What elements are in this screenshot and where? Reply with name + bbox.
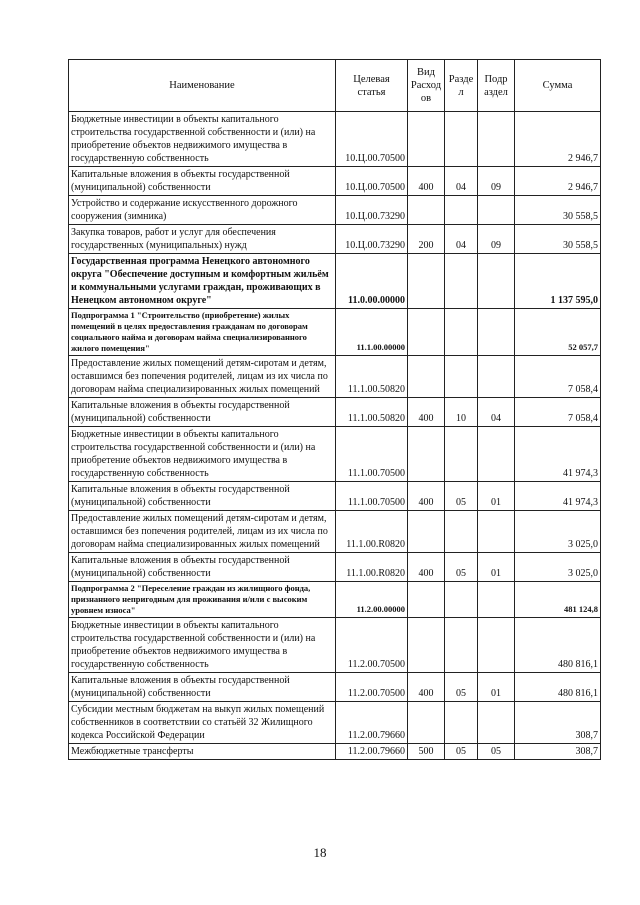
cell-target-code: 11.2.00.70500 (336, 673, 408, 702)
cell-sum: 52 057,7 (515, 309, 601, 356)
header-name: Наименование (69, 60, 336, 112)
cell-section: 04 (445, 167, 478, 196)
cell-subsection (478, 702, 515, 744)
cell-sum: 7 058,4 (515, 356, 601, 398)
cell-subsection (478, 356, 515, 398)
cell-subsection (478, 196, 515, 225)
table-row (69, 427, 601, 482)
cell-subsection: 04 (478, 398, 515, 427)
cell-sum: 3 025,0 (515, 553, 601, 582)
cell-name: Капитальные вложения в объекты государственной (муниципальной) собственности (69, 398, 336, 427)
cell-target-code: 11.2.00.79660 (336, 702, 408, 744)
header-sum: Сумма (515, 60, 601, 112)
cell-target-code: 11.2.00.79660 (336, 744, 408, 760)
cell-subsection (478, 582, 515, 618)
cell-name: Государственная программа Ненецкого автономного округа "Обеспечение доступным и комфортным жильём и коммунальными услугами граждан, проживающих в Ненецком автономном округе" (69, 254, 336, 309)
cell-expense-type: 400 (408, 482, 445, 511)
budget-table (68, 59, 601, 760)
header-code: Целевая статья (336, 60, 408, 112)
cell-target-code: 11.2.00.70500 (336, 618, 408, 673)
cell-expense-type: 400 (408, 553, 445, 582)
cell-subsection: 09 (478, 167, 515, 196)
table-row (69, 112, 601, 167)
cell-expense-type (408, 356, 445, 398)
cell-section (445, 702, 478, 744)
cell-section: 05 (445, 482, 478, 511)
cell-name: Межбюджетные трансферты (69, 744, 336, 760)
table-row (69, 356, 601, 398)
cell-section (445, 582, 478, 618)
cell-subsection: 09 (478, 225, 515, 254)
cell-sum: 2 946,7 (515, 167, 601, 196)
cell-sum: 30 558,5 (515, 225, 601, 254)
cell-section (445, 511, 478, 553)
cell-subsection (478, 427, 515, 482)
cell-name: Устройство и содержание искусственного дорожного сооружения (зимника) (69, 196, 336, 225)
cell-sum: 7 058,4 (515, 398, 601, 427)
cell-expense-type (408, 196, 445, 225)
cell-target-code: 11.1.00.50820 (336, 398, 408, 427)
cell-subsection (478, 254, 515, 309)
cell-section (445, 254, 478, 309)
table-row (69, 482, 601, 511)
cell-subsection (478, 618, 515, 673)
cell-subsection: 01 (478, 553, 515, 582)
cell-sum: 481 124,8 (515, 582, 601, 618)
cell-subsection: 01 (478, 673, 515, 702)
cell-sum: 308,7 (515, 744, 601, 760)
cell-subsection: 05 (478, 744, 515, 760)
cell-expense-type (408, 309, 445, 356)
cell-subsection (478, 112, 515, 167)
cell-expense-type: 200 (408, 225, 445, 254)
cell-section: 05 (445, 744, 478, 760)
cell-expense-type: 400 (408, 398, 445, 427)
cell-sum: 480 816,1 (515, 618, 601, 673)
cell-target-code: 11.1.00.70500 (336, 482, 408, 511)
cell-target-code: 10.Ц.00.70500 (336, 112, 408, 167)
cell-section (445, 356, 478, 398)
cell-section: 10 (445, 398, 478, 427)
table-row (69, 398, 601, 427)
cell-section (445, 618, 478, 673)
cell-expense-type (408, 511, 445, 553)
table-row (69, 167, 601, 196)
cell-expense-type: 500 (408, 744, 445, 760)
cell-subsection (478, 511, 515, 553)
cell-expense-type: 400 (408, 673, 445, 702)
cell-section: 05 (445, 553, 478, 582)
cell-target-code: 11.0.00.00000 (336, 254, 408, 309)
table-row (69, 618, 601, 673)
cell-name: Капитальные вложения в объекты государственной (муниципальной) собственности (69, 673, 336, 702)
cell-target-code: 10.Ц.00.70500 (336, 167, 408, 196)
table-body (69, 112, 601, 760)
cell-name: Капитальные вложения в объекты государственной (муниципальной) собственности (69, 167, 336, 196)
cell-name: Капитальные вложения в объекты государственной (муниципальной) собственности (69, 553, 336, 582)
header-razdel: Разде л (445, 60, 478, 112)
cell-name: Предоставление жилых помещений детям-сиротам и детям, оставшимся без попечения родителей, лицам из их числа по договорам найма специализированных жилых помещений (69, 356, 336, 398)
cell-name: Бюджетные инвестиции в объекты капитального строительства государственной собственности и (или) на приобретение объектов недвижимого имущества в государственную собственность (69, 112, 336, 167)
cell-target-code: 10.Ц.00.73290 (336, 196, 408, 225)
cell-target-code: 10.Ц.00.73290 (336, 225, 408, 254)
table-row (69, 309, 601, 356)
cell-sum: 2 946,7 (515, 112, 601, 167)
cell-section (445, 309, 478, 356)
cell-section (445, 112, 478, 167)
cell-expense-type (408, 582, 445, 618)
cell-expense-type (408, 112, 445, 167)
table-row (69, 582, 601, 618)
cell-sum: 41 974,3 (515, 427, 601, 482)
cell-expense-type (408, 702, 445, 744)
cell-sum: 480 816,1 (515, 673, 601, 702)
cell-name: Закупка товаров, работ и услуг для обеспечения государственных (муниципальных) нужд (69, 225, 336, 254)
cell-expense-type (408, 427, 445, 482)
cell-subsection: 01 (478, 482, 515, 511)
header-vid: Вид Расход ов (408, 60, 445, 112)
table-row (69, 702, 601, 744)
cell-name: Бюджетные инвестиции в объекты капитального строительства государственной собственности и (или) на приобретение объектов недвижимого имущества в государственную собственность (69, 618, 336, 673)
cell-target-code: 11.1.00.00000 (336, 309, 408, 356)
cell-sum: 30 558,5 (515, 196, 601, 225)
cell-sum: 308,7 (515, 702, 601, 744)
cell-section (445, 427, 478, 482)
cell-sum: 41 974,3 (515, 482, 601, 511)
cell-target-code: 11.1.00.70500 (336, 427, 408, 482)
cell-name: Подпрограмма 2 "Переселение граждан из жилищного фонда, признанного непригодным для проживания и/или с высоким уровнем износа" (69, 582, 336, 618)
cell-name: Субсидии местным бюджетам на выкуп жилых помещений собственников в соответствии со статьёй 32 Жилищного кодекса Российской Федерации (69, 702, 336, 744)
cell-section: 04 (445, 225, 478, 254)
table-header-row (69, 60, 601, 112)
cell-name: Капитальные вложения в объекты государственной (муниципальной) собственности (69, 482, 336, 511)
table-row (69, 553, 601, 582)
table-row (69, 254, 601, 309)
cell-expense-type (408, 254, 445, 309)
cell-target-code: 11.1.00.R0820 (336, 511, 408, 553)
cell-section (445, 196, 478, 225)
cell-sum: 1 137 595,0 (515, 254, 601, 309)
cell-target-code: 11.1.00.50820 (336, 356, 408, 398)
table-row (69, 744, 601, 760)
table-row (69, 511, 601, 553)
cell-target-code: 11.2.00.00000 (336, 582, 408, 618)
cell-target-code: 11.1.00.R0820 (336, 553, 408, 582)
cell-name: Подпрограмма 1 "Строительство (приобретение) жилых помещений в целях предоставления гражданам по договорам социального найма и договорам найма специализированного жилого помещения" (69, 309, 336, 356)
table-row (69, 225, 601, 254)
cell-name: Бюджетные инвестиции в объекты капитального строительства государственной собственности и (или) на приобретение объектов недвижимого имущества в государственную собственность (69, 427, 336, 482)
page-number: 18 (313, 845, 327, 860)
cell-name: Предоставление жилых помещений детям-сиротам и детям, оставшимся без попечения родителей, лицам из их числа по договорам найма специализированных жилых помещений (69, 511, 336, 553)
table-row (69, 673, 601, 702)
header-podrazdel: Подр аздел (478, 60, 515, 112)
cell-section: 05 (445, 673, 478, 702)
cell-sum: 3 025,0 (515, 511, 601, 553)
cell-expense-type (408, 618, 445, 673)
table-row (69, 196, 601, 225)
cell-subsection (478, 309, 515, 356)
cell-expense-type: 400 (408, 167, 445, 196)
